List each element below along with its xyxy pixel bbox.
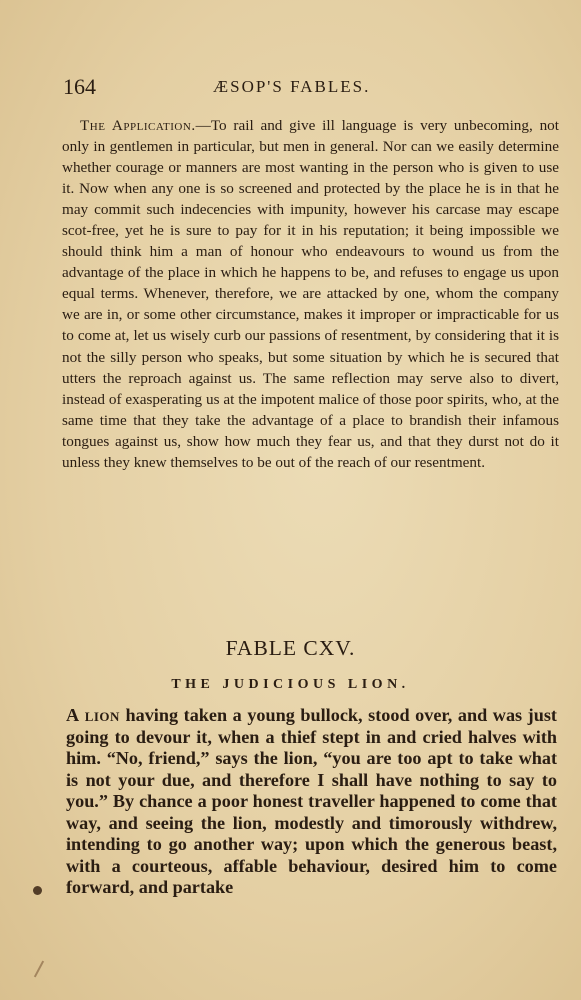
ink-spot [33, 886, 42, 895]
fable-subtitle: THE JUDICIOUS LION. [171, 677, 410, 692]
application-text: —To rail and give ill language is very unbecoming, not only in gentlemen in particular, but men in general. Nor can we easily determine whether courage or manners are most wanting in the person who is given to use it. Now when any one is so screened and protected by the place he is in that he may commit such indecencies with impunity, however his carcase may escape scot-free, yet he is sure to pay for it in his reputation; it being impossible we should think him a man of honour who endeavours to wound us from the advantage of the place in which he happens to be, and refuses to engage us upon equal terms. Whenever, therefore, we are attacked by one, whom the company we are in, or some other circumstance, makes it improper or impracticable for us to come at, let us wisely curb our passions of resentment, by considering that it is not the silly person who speaks, but some situation by which he is secured that utters the reproach against us. The same reflection may serve also to divert, instead of exasperating us at the impotent malice of those poor spirits, who, at the same time that they take the advantage of a place to brandish their infamous tongues against us, show how much they fear us, and that they durst not do it unless they knew themselves to be out of the reach of our resentment. [62, 117, 559, 471]
fable-text: having taken a young bullock, stood over, and was just going to devour it, when a thief stept in and cried halves with him. “No, friend,” says the lion, “you are too apt to take what is not your due, and therefore I shall have nothing to say to you.” By chance a poor honest traveller happened to come that way, and seeing the lion, modestly and timorously withdrew, intending to go another way; upon which the generous beast, with a courteous, affable behaviour, desired him to come forward, and partake [66, 705, 557, 897]
running-title: ÆSOP'S FABLES. [213, 77, 371, 96]
fable-title: FABLE CXV. [225, 636, 356, 660]
page-number: 164 [63, 74, 96, 99]
fable-body [66, 705, 557, 899]
application-lead: The Application. [80, 117, 196, 134]
fable-lead: A lion [66, 705, 120, 725]
application-paragraph [62, 115, 559, 473]
pencil-mark [34, 961, 44, 978]
page-header [63, 74, 558, 104]
